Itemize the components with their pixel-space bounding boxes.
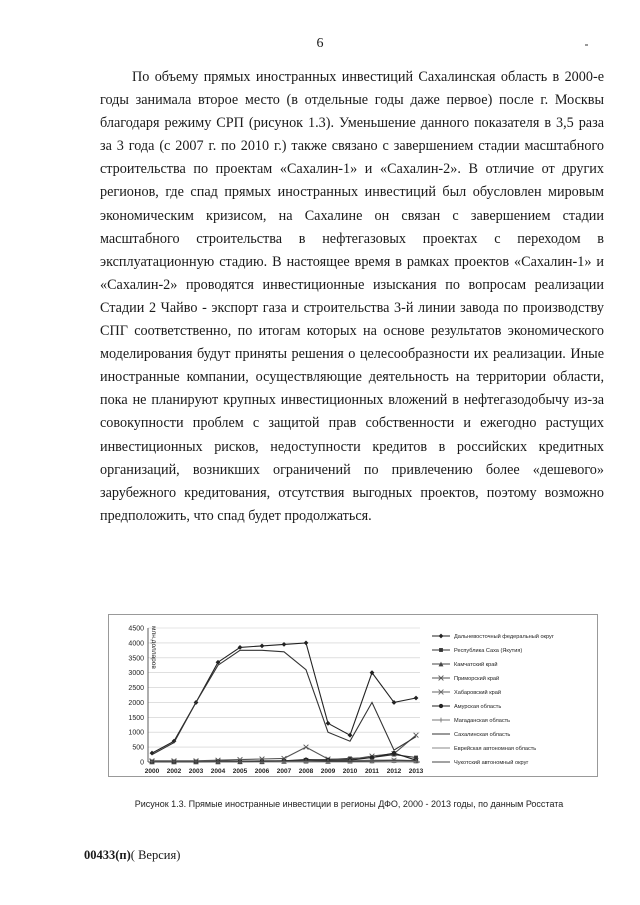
- y-tick-label: 0: [140, 759, 144, 767]
- x-tick-label: 2009: [320, 768, 336, 775]
- legend-label: Камчатский край: [454, 662, 498, 669]
- data-point: [439, 704, 443, 708]
- x-tick-label: 2000: [144, 768, 160, 775]
- y-tick-label: 3000: [128, 670, 144, 678]
- y-axis-label: млн.долларов: [150, 626, 157, 669]
- x-tick-label: 2006: [254, 768, 270, 775]
- page-number: 6: [316, 36, 324, 51]
- body-paragraph: По объему прямых иностранных инвестиций Сахалинская область в 2000-е годы занимала второе место (в отдельные годы даже первое) после г. Москвы благодаря режиму СРП (рисунок 1.3). Уменьшение данного показателя в 3,5 раза за 3 года (с 2007 г. по 2010 г.) также связано с завершением стадии масштабного строительства по проектам «Сахалин-1» и «Сахалин-2». В отличие от других регионов, где спад прямых иностранных инвестиций был обусловлен мировым экономическим кризисом, на Сахалине он связан с завершением стадии масштабного строительства в нефтегазовых проектах с переходом в эксплуатационную стадию. В настоящее время в рамках проектов «Сахалин-1» и «Сахалин-2» проводятся инвестиционные изыскания по вопросам реализации Стадии 2 Чайво - экспорт газа и строительства 3-й линии завода по производству СПГ соответственно, по итогам которых на основе результатов экономического моделирования будут приняты решения о целесообразности их реализации. Иные иностранные компании, осуществляющие деятельность на территории области, пока не планируют крупных инвестиционных вложений в нефтегазодобычу из-за совокупности проблем с защитой прав собственности и ежегодно растущих инвестиционных рисков, недоступности кредитов в российских кредитных организаций, возникших ограничений по привлечению более «дешевого» зарубежного кредитования, отсутствия выгодных проектов, поэтому возможно предположить, что спад будет продолжаться.: [100, 69, 604, 524]
- y-tick-label: 1000: [128, 729, 144, 737]
- x-tick-label: 2007: [276, 768, 292, 775]
- figure-caption: Рисунок 1.3. Прямые иностранные инвестиции в регионы ДФО, 2000 - 2013 годы, по данным Росстата: [134, 799, 564, 809]
- legend-label: Магаданская область: [454, 718, 511, 725]
- legend-label: Чукотский автономный округ: [454, 760, 529, 767]
- legend-label: Еврейская автономная область: [454, 746, 537, 753]
- legend-label: Сахалинская область: [454, 732, 511, 739]
- y-tick-label: 4000: [128, 640, 144, 648]
- x-tick-label: 2005: [232, 768, 248, 775]
- legend-label: Республика Саха (Якутия): [454, 648, 523, 655]
- x-tick-label: 2008: [298, 768, 314, 775]
- investment-chart: [108, 614, 598, 777]
- version-label: ( Версия): [130, 848, 181, 862]
- x-tick-label: 2004: [210, 768, 226, 775]
- legend-label: Дальневосточный федеральный округ: [454, 634, 554, 641]
- footer: [84, 848, 180, 863]
- x-tick-label: 2010: [342, 768, 358, 775]
- y-tick-label: 500: [132, 744, 144, 752]
- x-tick-label: 2003: [188, 768, 204, 775]
- legend-label: Амурская область: [454, 704, 502, 711]
- y-tick-label: 3500: [128, 655, 144, 663]
- x-tick-label: 2012: [386, 768, 402, 775]
- data-point: [392, 751, 396, 755]
- y-tick-label: 4500: [128, 625, 144, 633]
- y-tick-label: 2000: [128, 699, 144, 707]
- x-tick-label: 2011: [364, 768, 380, 775]
- data-point: [439, 648, 443, 652]
- x-tick-label: 2002: [166, 768, 182, 775]
- document-code: 00433(п): [84, 848, 131, 862]
- y-tick-label: 2500: [128, 685, 144, 693]
- legend-label: Приморский край: [454, 676, 500, 683]
- x-tick-label: 2013: [408, 768, 424, 775]
- y-tick-label: 1500: [128, 714, 144, 722]
- legend-label: Хабаровский край: [454, 690, 502, 697]
